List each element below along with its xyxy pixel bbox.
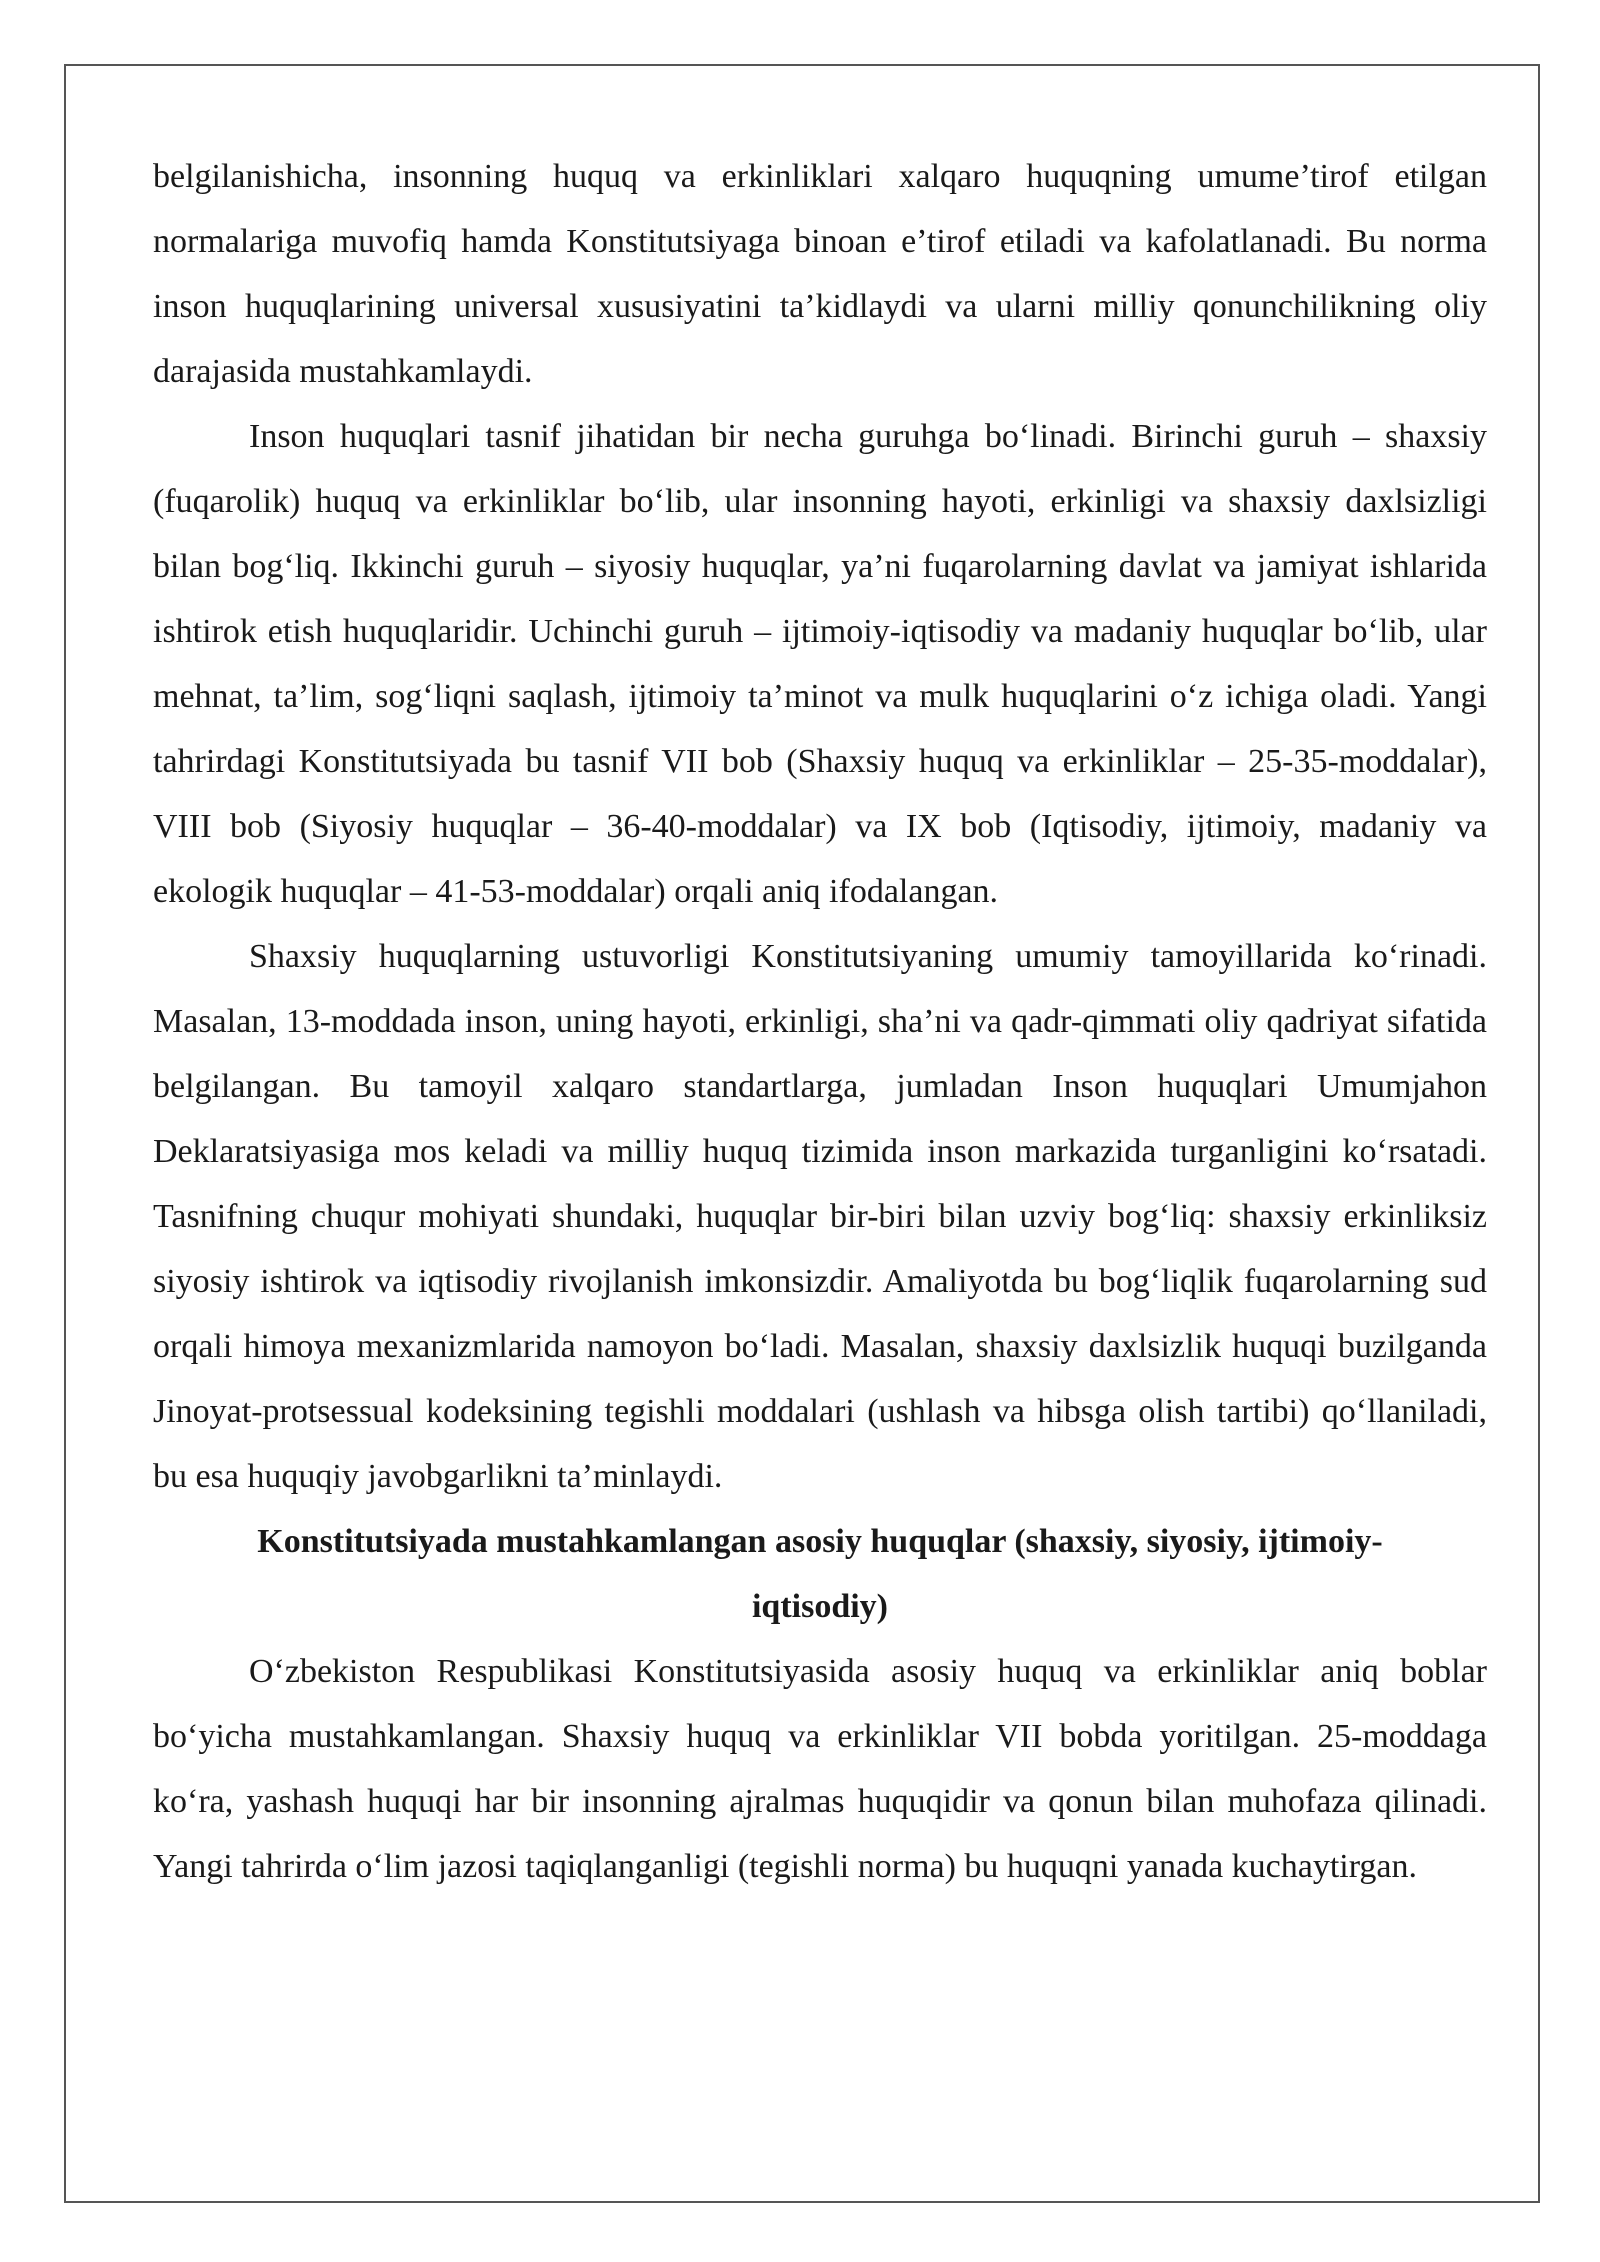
paragraph-rights-classification: Inson huquqlari tasnif jihatidan bir necha guruhga bo‘linadi. Birinchi guruh – shaxsiy (fuqarolik) huquq va erkinliklar bo‘lib, ular insonning hayoti, erkinligi va shaxsiy daxlsizligi bilan bog‘liq. Ikkinchi guruh – siyosiy huquqlar, ya’ni fuqarolarning davlat va jamiyat ishlarida ishtirok etish huquqlaridir. Uchinchi guruh – ijtimoiy-iqtisodiy va madaniy huquqlar bo‘lib, ular mehnat, ta’lim, sog‘liqni saqlash, ijtimoiy ta’minot va mulk huquqlarini o‘z ichiga oladi. Yangi tahrirdagi Konstitutsiyada bu tasnif VII bob (Shaxsiy huquq va erkinliklar – 25-35-moddalar), VIII bob (Siyosiy huquqlar – 36-40-moddalar) va IX bob (Iqtisodiy, ijtimoiy, madaniy va ekologik huquqlar – 41-53-moddalar) orqali aniq ifodalangan.	[153, 418, 1487, 910]
document-body	[153, 144, 1487, 1899]
paragraph-constitution-rights: O‘zbekiston Respublikasi Konstitutsiyasida asosiy huquq va erkinliklar aniq boblar bo‘yicha mustahkamlangan. Shaxsiy huquq va erkinliklar VII bobda yoritilgan. 25-moddaga ko‘ra, yashash huquqi har bir insonning ajralmas huquqidir va qonun bilan muhofaza qilinadi. Yangi tahrirda o‘lim jazosi taqiqlanganligi (tegishli norma) bu huquqni yanada kuchaytirgan.	[153, 1653, 1487, 1885]
paragraph-personal-rights-priority: Shaxsiy huquqlarning ustuvorligi Konstitutsiyaning umumiy tamoyillarida ko‘rinadi. Masalan, 13-moddada inson, uning hayoti, erkinligi, sha’ni va qadr-qimmati oliy qadriyat sifatida belgilangan. Bu tamoyil xalqaro standartlarga, jumladan Inson huquqlari Umumjahon Deklaratsiyasiga mos keladi va milliy huquq tizimida inson markazida turganligini ko‘rsatadi. Tasnifning chuqur mohiyati shundaki, huquqlar bir-biri bilan uzviy bog‘liq: shaxsiy erkinliksiz siyosiy ishtirok va iqtisodiy rivojlanish imkonsizdir. Amaliyotda bu bog‘liqlik fuqarolarning sud orqali himoya mexanizmlarida namoyon bo‘ladi. Masalan, shaxsiy daxlsizlik huquqi buzilganda Jinoyat-protsessual kodeksining tegishli moddalari (ushlash va hibsga olish tartibi) qo‘llaniladi, bu esa huquqiy javobgarlikni ta’minlaydi.	[153, 938, 1487, 1495]
paragraph-continuation: belgilanishicha, insonning huquq va erkinliklari xalqaro huquqning umume’tirof etilgan normalariga muvofiq hamda Konstitutsiyaga binoan e’tirof etiladi va kafolatlanadi. Bu norma inson huquqlarining universal xususiyatini ta’kidlaydi va ularni milliy qonunchilikning oliy darajasida mustahkamlaydi.	[153, 158, 1487, 390]
section-heading: Konstitutsiyada mustahkamlangan asosiy huquqlar (shaxsiy, siyosiy, ijtimoiy-iqtisodiy)	[257, 1523, 1383, 1625]
